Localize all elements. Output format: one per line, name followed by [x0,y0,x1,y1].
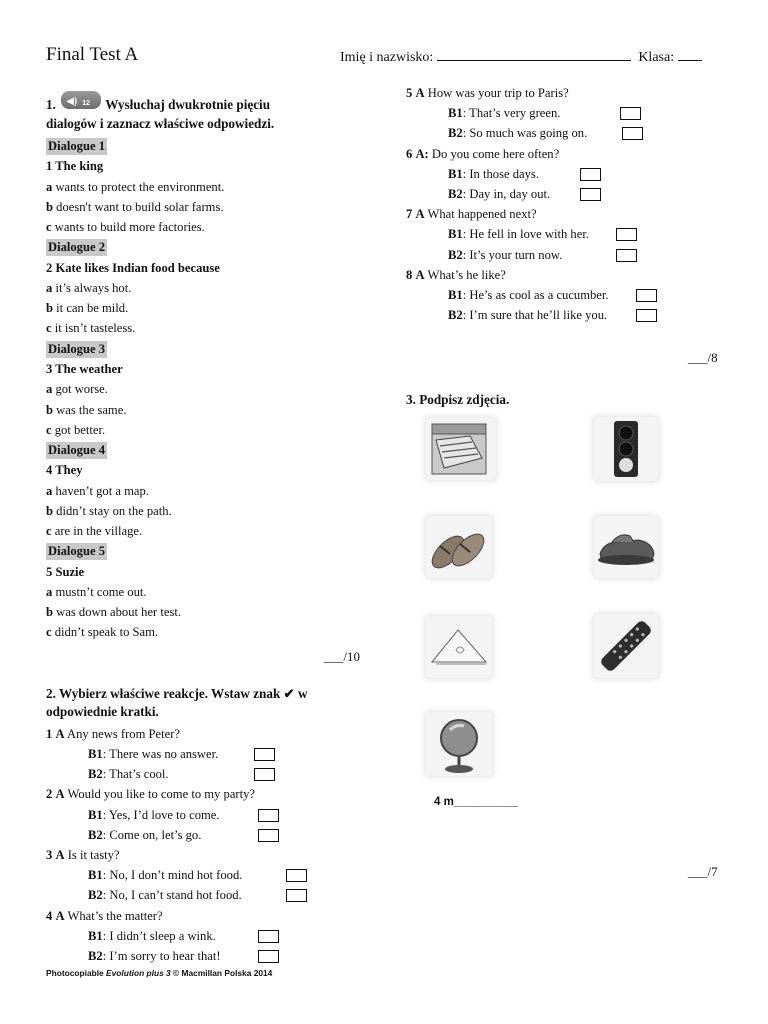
response-label: B1 [448,288,463,303]
class-label: Klasa: [638,50,675,65]
option-letter: b [46,605,54,620]
napkin-picture [426,616,492,678]
option-letter: c [46,625,52,640]
speaker-label: A [415,207,425,222]
response-text: I didn’t sleep a wink. [109,928,216,943]
task2-items-right [406,83,726,325]
napkin-icon [426,616,492,678]
option-text: wants to protect the environment. [55,179,225,194]
speaker-label: A [55,726,65,741]
option-text: got worse. [55,382,108,397]
footer-book-title: Evolution plus 3 [106,968,171,978]
task2-instruction [46,685,366,721]
item-number: 2 [46,787,53,802]
answer-checkbox[interactable] [580,168,601,181]
response-text: It’s your turn now. [469,247,563,262]
option-text: was down about her test. [56,605,182,620]
option-text: got better. [54,422,106,437]
answer-option[interactable] [46,177,366,197]
remote-control-icon [594,614,658,678]
response-text: No, I don’t mind hot food. [109,868,243,883]
dialogue-prompt [46,845,366,865]
dialogue-prompt [46,906,366,926]
item-number: 1 [46,726,53,741]
dialogue-prompt [46,724,366,744]
left-column [46,96,366,966]
option-letter: b [46,503,54,518]
footer-prefix: Photocopiable [46,968,104,978]
item-number: 7 [406,207,413,222]
response-label: B2 [448,308,463,323]
dialogue-prompt [406,83,726,103]
dialogue-question: 3 The weather [46,362,123,377]
response-label: B1 [88,868,103,883]
option-text: it isn’t tasteless. [54,321,136,336]
response-label: B1 [448,166,463,181]
response-option-b1: B1: There was no answer. [46,744,366,764]
answer-checkbox[interactable] [636,309,657,322]
task2-instruction-w: w [297,685,308,701]
response-option-b1: B1: No, I don’t mind hot food. [46,865,366,885]
response-text: That’s very green. [469,106,561,121]
response-text: Day in, day out. [469,187,551,202]
option-text: are in the village. [54,524,143,539]
option-letter: b [46,402,54,417]
answer-checkbox[interactable] [616,249,637,262]
answer-option[interactable] [46,420,366,440]
option-text: it’s always hot. [55,280,132,295]
item-number: 8 [406,267,413,282]
footer-suffix: © Macmillan Polska 2014 [173,968,273,978]
dialogue-header [46,541,366,562]
speaker-icon: ◀) [66,95,78,107]
response-option-b2: B2: Come on, let’s go. [46,825,366,845]
prompt-text: Do you come here often? [431,146,560,161]
answer-option[interactable] [46,602,366,622]
dishwasher-picture [426,418,496,480]
option-text: mustn’t come out. [55,584,147,599]
option-text: haven’t got a map. [55,483,149,498]
option-letter: c [46,524,52,539]
item-number: 4 [46,908,53,923]
response-label: B1 [448,106,463,121]
dialogue-question: 5 Suzie [46,564,85,579]
audio-track-number: 12 [82,99,90,107]
answer-checkbox[interactable] [622,127,643,140]
task1-score: ___/10 [323,648,360,664]
response-text: I’m sure that he’ll like you. [469,308,608,323]
response-option-b2: B2: That’s cool. [46,764,366,784]
response-label: B2 [88,888,103,903]
response-label: B2 [88,827,103,842]
response-text: Come on, let’s go. [109,827,202,842]
dialogue-header [46,237,366,258]
prompt-text: What’s he like? [427,267,506,282]
response-label: B1 [88,928,103,943]
option-letter: c [46,321,52,336]
answer-option[interactable] [46,298,366,318]
traffic-light-icon [594,417,658,481]
task3-title: 3. Podpisz zdjęcia. [406,392,510,407]
option-letter: a [46,584,53,599]
task1-instruction-line2: dialogów i zaznacz właściwe odpowiedzi. [46,115,275,131]
answer-option[interactable] [46,379,366,399]
prompt-text: Would you like to come to my party? [67,787,255,802]
dialogue-prompt [406,204,726,224]
prompt-text: How was your trip to Paris? [427,86,569,100]
prompt-text: Any news from Peter? [67,726,180,741]
answer-checkbox[interactable] [258,950,279,963]
speaker-label: A [55,847,65,862]
answer-option[interactable] [46,582,366,602]
response-text: Yes, I’d love to come. [108,807,220,822]
dishwasher-icon [426,418,496,480]
response-text: In those days. [469,166,539,181]
response-option-b1: B1: In those days. [406,164,726,184]
response-label: B2 [448,126,463,141]
speaker-label: A [55,787,65,802]
dialogue-prompt [406,144,726,164]
answer-checkbox[interactable] [258,809,279,822]
student-info-line [340,48,702,66]
answer-option[interactable] [46,622,366,642]
answer-option[interactable] [46,481,366,501]
answer-checkbox[interactable] [286,889,307,902]
task2-instruction-line2: odpowiednie kratki. [46,703,159,719]
response-option-b2: B2: I’m sure that he’ll like you. [406,305,726,325]
answer-option[interactable] [46,197,366,217]
option-letter: a [46,280,53,295]
response-option-b1: B1: That’s very green. [406,103,726,123]
bumper-car-picture [594,516,658,578]
answer-option[interactable] [46,501,366,521]
answer-checkbox[interactable] [580,188,601,201]
answer-checkbox[interactable] [620,107,641,120]
task1-instruction [46,96,366,133]
response-option-b2: B2: I’m sorry to hear that! [46,946,366,966]
option-text: didn’t speak to Sam. [54,625,159,640]
response-option-b2: B2: Day in, day out. [406,184,726,204]
answer-checkbox[interactable] [258,930,279,943]
response-text: No, I can’t stand hot food. [109,888,242,903]
dialogue-header [46,440,366,461]
task2-score: ___/8 [688,350,718,365]
answer-option[interactable] [46,217,366,237]
response-option-b1: B1: I didn’t sleep a wink. [46,926,366,946]
answer-checkbox[interactable] [254,768,275,781]
dialogue-header-label: Dialogue 4 [48,442,106,457]
option-letter: c [46,422,52,437]
option-letter: a [46,483,53,498]
answer-option[interactable] [46,318,366,338]
response-text: He fell in love with her. [469,227,589,242]
option-letter: c [46,220,52,235]
task2-items-left [46,724,366,966]
response-option-b2: B2: It’s your turn now. [406,245,726,265]
flip-flops-icon [426,516,492,578]
right-column [406,83,726,407]
flip-flops-picture [426,516,492,578]
check-mark-icon: ✔ [283,685,295,701]
option-letter: a [46,179,53,194]
item-number: 6 [406,146,413,161]
task1-instruction-line1: Wysłuchaj dwukrotnie pięciu [105,97,271,112]
response-text: So much was going on. [469,126,588,141]
response-text: He’s as cool as a cucumber. [469,288,609,303]
response-text: That’s cool. [109,767,169,782]
answer-option[interactable] [46,400,366,420]
response-label: B1 [448,227,463,242]
response-option-b1: B1: He fell in love with her. [406,224,726,244]
dialogue-header-label: Dialogue 1 [48,138,106,153]
task3-score: ___/7 [688,864,718,879]
page-title: Final Test A [46,44,139,65]
response-label: B2 [448,247,463,262]
traffic-light-picture [594,417,658,481]
answer-option[interactable] [46,278,366,298]
dialogue-header [46,136,366,157]
mirror-picture [426,712,492,776]
response-text: I’m sorry to hear that! [109,948,221,963]
response-text: There was no answer. [109,746,219,761]
dialogue-prompt [406,265,726,285]
response-label: B1 [88,807,103,822]
dialogue-header-label: Dialogue 5 [48,544,106,559]
item-number: 5 [406,86,413,100]
option-text: doesn't want to build solar farms. [56,199,224,214]
answer-checkbox[interactable] [258,829,279,842]
footer-copyright [46,968,272,978]
dialogue-question: 2 Kate likes Indian food because [46,260,220,275]
class-field[interactable] [678,48,702,61]
option-letter: b [46,199,54,214]
response-label: B2 [448,187,463,202]
dialogue-list [46,136,366,643]
response-option-b2: B2: So much was going on. [406,123,726,143]
answer-option[interactable] [46,521,366,541]
item-number: 3 [46,847,53,862]
option-text: wants to build more factories. [54,220,205,235]
response-option-b2: B2: No, I can’t stand hot food. [46,885,366,905]
name-label: Imię i nazwisko: [340,50,434,65]
answer-checkbox[interactable] [254,748,275,761]
audio-track-button[interactable] [61,91,101,109]
speaker-label: A [55,908,65,923]
dialogue-prompt [46,784,366,804]
task2-instruction-line1: 2. Wybierz właściwe reakcje. Wstaw znak [46,685,281,701]
prompt-text: What’s the matter? [67,908,163,923]
option-text: it can be mild. [56,301,129,316]
option-text: didn’t stay on the path. [56,503,172,518]
answer-checkbox[interactable] [636,289,657,302]
remote-control-picture [594,614,658,678]
bumper-car-icon [594,516,658,578]
speaker-label: A [415,86,425,100]
response-label: B1 [88,746,103,761]
answer-checkbox[interactable] [616,228,637,241]
dialogue-header-label: Dialogue 2 [48,240,106,255]
option-letter: a [46,382,53,397]
prompt-text: What happened next? [427,207,537,222]
response-option-b1: B1: Yes, I’d love to come. [46,805,366,825]
task1-number: 1. [46,97,56,112]
speaker-label: A [415,267,425,282]
mirror-icon [426,712,492,776]
speaker-label: A: [415,146,429,161]
response-label: B2 [88,948,103,963]
dialogue-question: 1 The king [46,159,104,174]
option-letter: b [46,301,54,316]
prompt-text: Is it tasty? [67,847,120,862]
dialogue-header-label: Dialogue 3 [48,341,106,356]
name-field[interactable] [437,48,631,61]
answer-checkbox[interactable] [286,869,307,882]
response-label: B2 [88,767,103,782]
option-text: was the same. [56,402,127,417]
dialogue-header [46,339,366,360]
response-option-b1: B1: He’s as cool as a cucumber. [406,285,726,305]
picture-hint: 4 m__________ [434,796,518,808]
dialogue-question: 4 They [46,463,83,478]
